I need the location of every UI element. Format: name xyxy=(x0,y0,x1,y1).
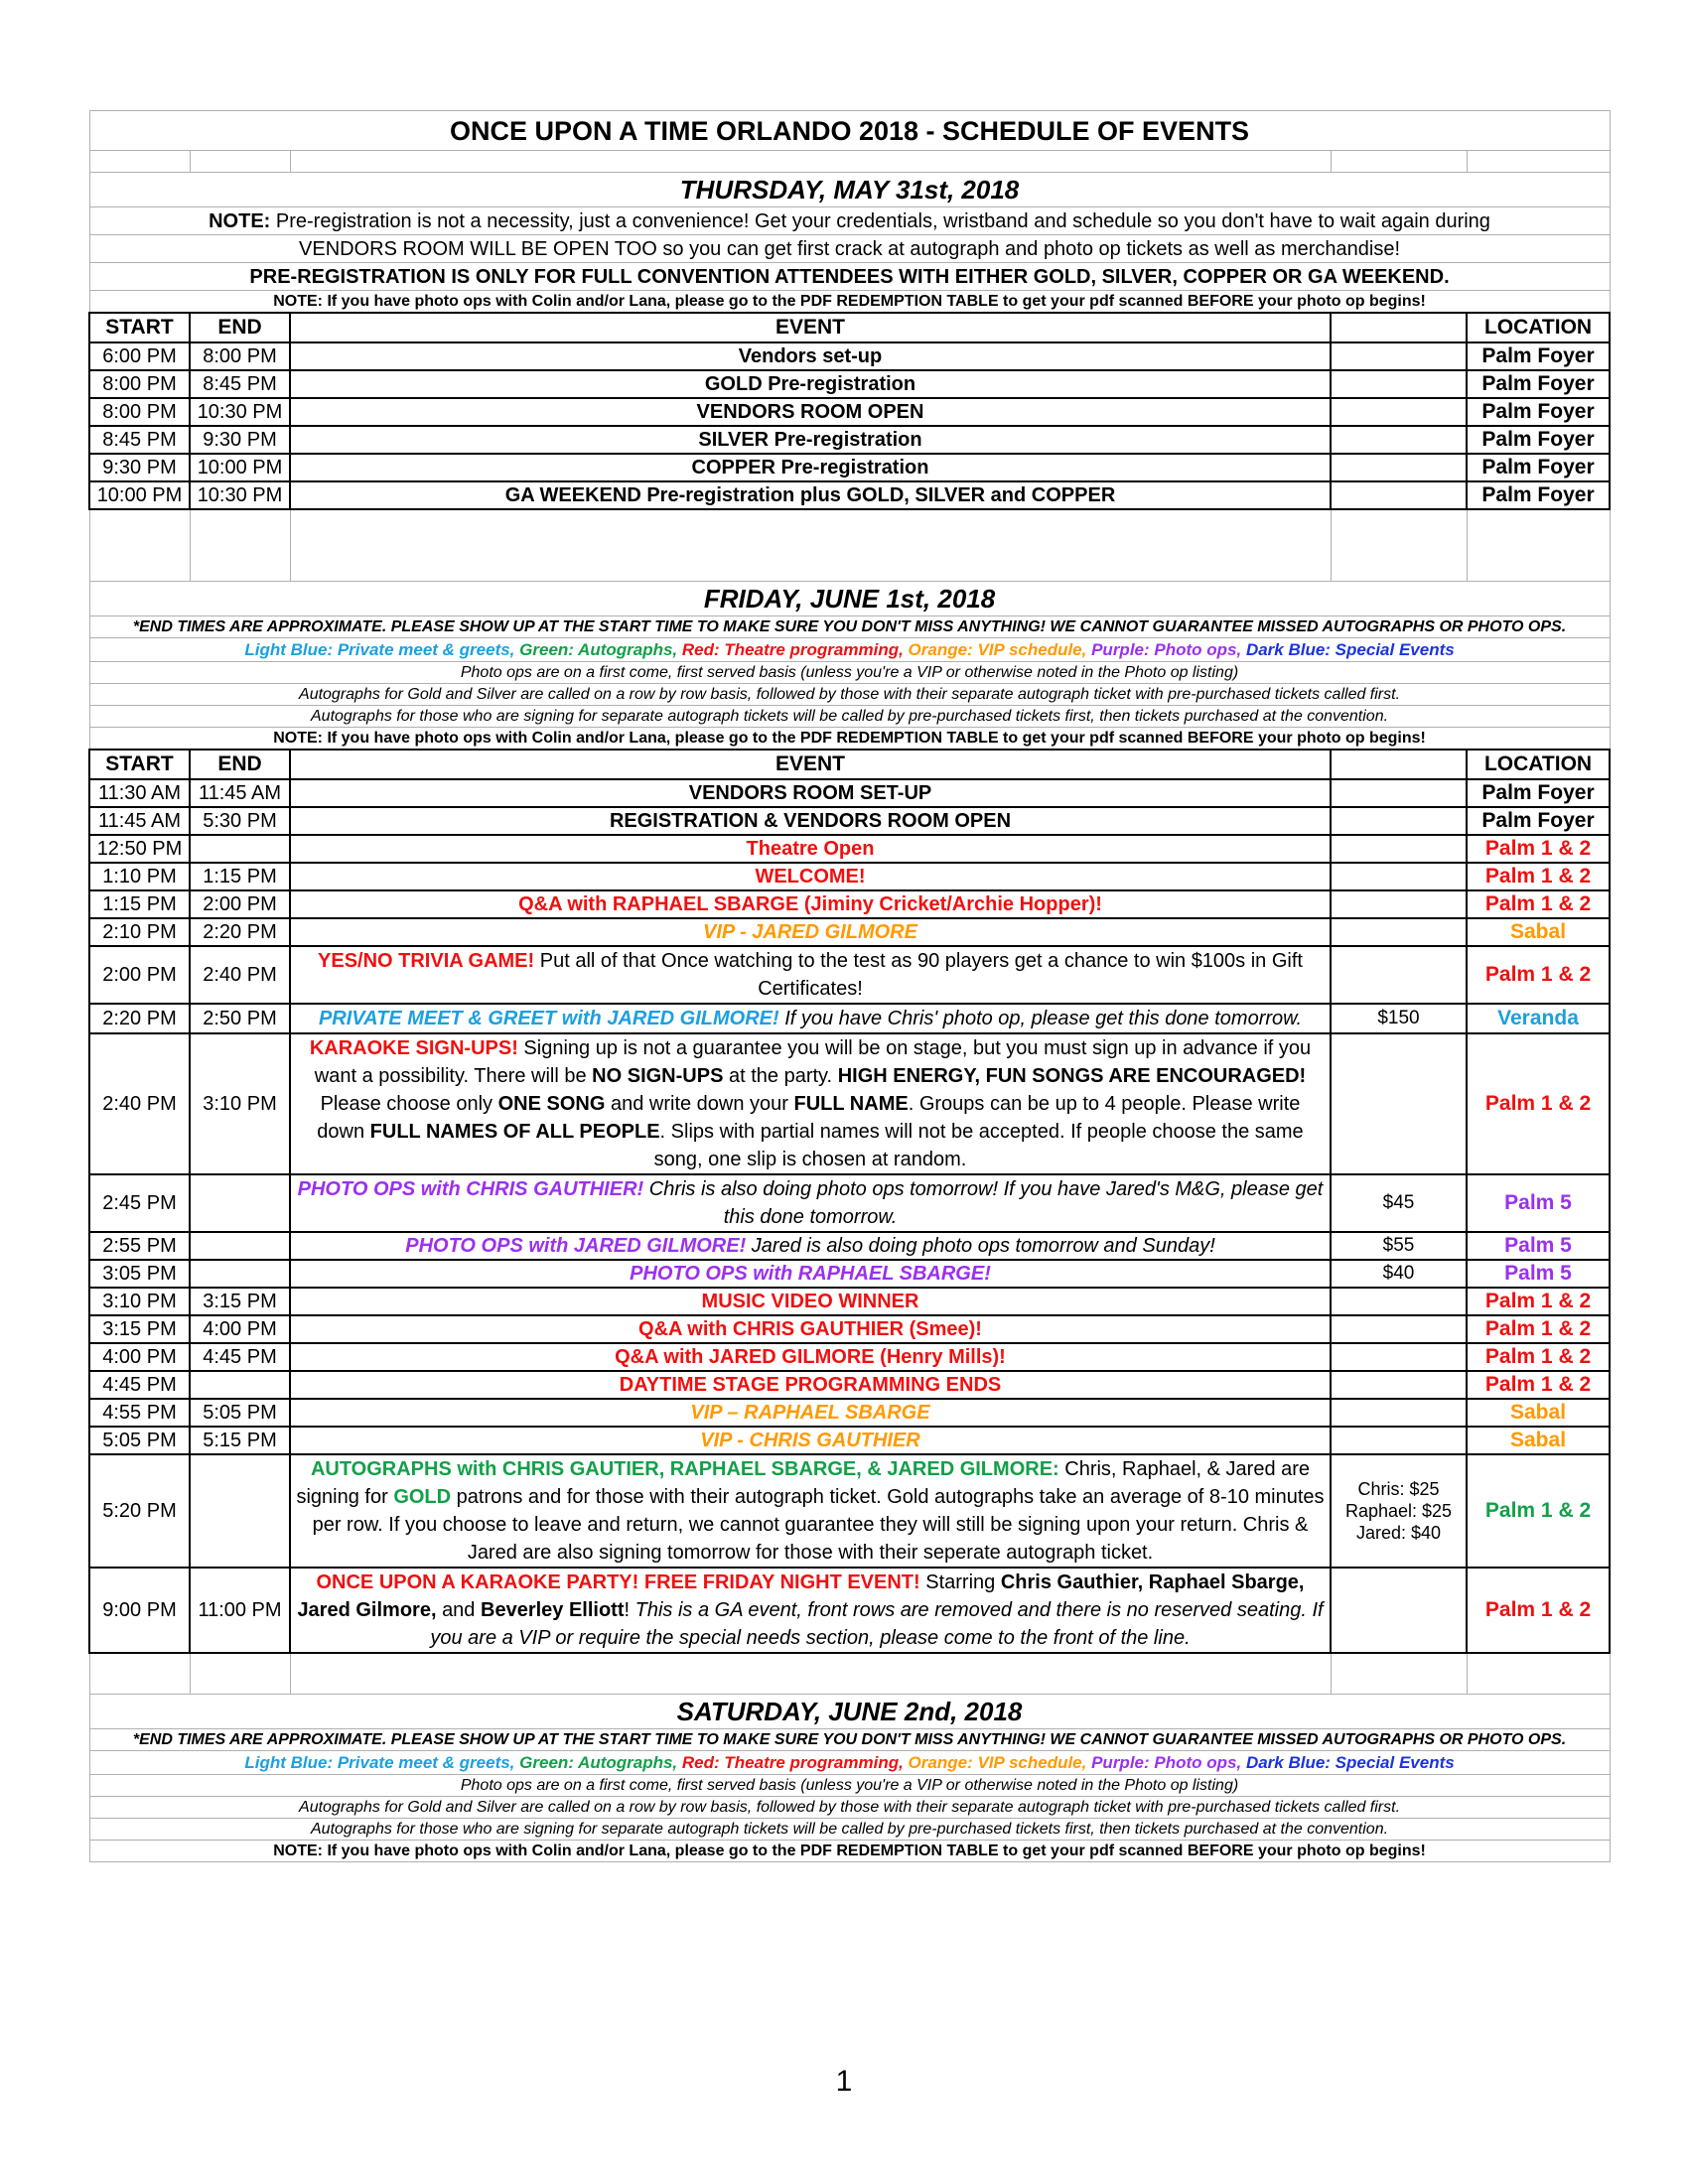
end-time: 5:30 PM xyxy=(190,807,290,835)
friday-note: NOTE: If you have photo ops with Colin and/or Lana, please go to the PDF REDEMPTION TABLE to get your pdf scanned BEFORE your photo op begins! xyxy=(89,728,1610,751)
location: Palm Foyer xyxy=(1467,426,1610,454)
table-row xyxy=(89,370,1610,398)
start-time: 3:10 PM xyxy=(89,1288,190,1315)
table-row xyxy=(89,1033,1610,1174)
location: Palm 1 & 2 xyxy=(1467,1033,1610,1174)
table-row xyxy=(89,1371,1610,1399)
end-time: 1:15 PM xyxy=(190,863,290,890)
start-time: 4:55 PM xyxy=(89,1399,190,1427)
event-name: VIP - JARED GILMORE xyxy=(290,918,1331,946)
saturday-info-2: Autographs for Gold and Silver are called on a row by row basis, followed by those with their separate autograph ticket with pre-purchased tickets called first. xyxy=(89,1797,1610,1819)
table-row xyxy=(89,918,1610,946)
header-event: EVENT xyxy=(290,313,1331,342)
start-time: 2:00 PM xyxy=(89,946,190,1004)
table-row xyxy=(89,1004,1610,1033)
event-name: VIP - CHRIS GAUTHIER xyxy=(290,1427,1331,1454)
event-name: Vendors set-up xyxy=(290,342,1331,370)
end-time: 4:45 PM xyxy=(190,1343,290,1371)
table-row xyxy=(89,426,1610,454)
start-time: 1:15 PM xyxy=(89,890,190,918)
end-time xyxy=(190,1371,290,1399)
table-row xyxy=(89,1288,1610,1315)
start-time: 8:00 PM xyxy=(89,398,190,426)
event-name: KARAOKE SIGN-UPS! Signing up is not a guarantee you will be on stage, but you must sign up in advance if you want a possibility. There will be NO SIGN-UPS at the party. HIGH ENERGY, FUN SONGS ARE ENCOURAGED! Please choose only ONE SONG and write down your FULL NAME. Groups can be up to 4 people. Please write down FULL NAMES OF ALL PEOPLE. Slips with partial names will not be accepted. If people choose the same song, one slip is chosen at random. xyxy=(290,1033,1331,1174)
saturday-info-1: Photo ops are on a first come, first served basis (unless you're a VIP or otherwise noted in the Photo op listing) xyxy=(89,1775,1610,1797)
saturday-note: NOTE: If you have photo ops with Colin and/or Lana, please go to the PDF REDEMPTION TABLE to get your pdf scanned BEFORE your photo op begins! xyxy=(89,1841,1610,1862)
end-time: 11:00 PM xyxy=(190,1568,290,1653)
location: Palm 1 & 2 xyxy=(1467,1288,1610,1315)
table-row xyxy=(89,1427,1610,1454)
end-time: 9:30 PM xyxy=(190,426,290,454)
table-row xyxy=(89,342,1610,370)
location: Palm Foyer xyxy=(1467,779,1610,807)
start-time: 8:00 PM xyxy=(89,370,190,398)
start-time: 2:55 PM xyxy=(89,1232,190,1260)
event-name: COPPER Pre-registration xyxy=(290,454,1331,481)
friday-info-3: Autographs for those who are signing for separate autograph tickets will be called by pre-purchased tickets first, then tickets purchased at the convention. xyxy=(89,706,1610,728)
saturday-color-legend: Light Blue: Private meet & greets, Green: Autographs, Red: Theatre programming, Orange: VIP schedule, Purple: Photo ops, Dark Blue: Special Events xyxy=(89,1751,1610,1775)
header-start: START xyxy=(89,313,190,342)
table-row xyxy=(89,398,1610,426)
event-name: ONCE UPON A KARAOKE PARTY! FREE FRIDAY NIGHT EVENT! Starring Chris Gauthier, Raphael Sbarge, Jared Gilmore, and Beverley Elliott! This is a GA event, front rows are removed and there is no reserved seating. If you are a VIP or require the special needs section, please come to the front of the line. xyxy=(290,1568,1331,1653)
thursday-header-row xyxy=(89,313,1610,342)
location: Palm 1 & 2 xyxy=(1467,1568,1610,1653)
start-time: 1:10 PM xyxy=(89,863,190,890)
event-name: MUSIC VIDEO WINNER xyxy=(290,1288,1331,1315)
event-name: REGISTRATION & VENDORS ROOM OPEN xyxy=(290,807,1331,835)
price: Chris: $25 Raphael: $25 Jared: $40 xyxy=(1331,1454,1467,1568)
end-time xyxy=(190,1174,290,1232)
location: Palm 1 & 2 xyxy=(1467,946,1610,1004)
friday-info-1: Photo ops are on a first come, first served basis (unless you're a VIP or otherwise noted in the Photo op listing) xyxy=(89,662,1610,684)
event-name: Q&A with RAPHAEL SBARGE (Jiminy Cricket/Archie Hopper)! xyxy=(290,890,1331,918)
thursday-heading: THURSDAY, MAY 31st, 2018 xyxy=(89,173,1610,207)
saturday-info-3: Autographs for those who are signing for separate autograph tickets will be called by pre-purchased tickets first, then tickets purchased at the convention. xyxy=(89,1819,1610,1841)
start-time: 5:05 PM xyxy=(89,1427,190,1454)
start-time: 11:30 AM xyxy=(89,779,190,807)
start-time: 10:00 PM xyxy=(89,481,190,509)
location: Palm 1 & 2 xyxy=(1467,1343,1610,1371)
table-row xyxy=(89,481,1610,509)
event-name: PHOTO OPS with JARED GILMORE! Jared is also doing photo ops tomorrow and Sunday! xyxy=(290,1232,1331,1260)
event-name: YES/NO TRIVIA GAME! Put all of that Once watching to the test as 90 players get a chance to win $100s in Gift Certificates! xyxy=(290,946,1331,1004)
start-time: 9:30 PM xyxy=(89,454,190,481)
price: $150 xyxy=(1331,1004,1467,1033)
event-name: GOLD Pre-registration xyxy=(290,370,1331,398)
location: Palm 5 xyxy=(1467,1260,1610,1288)
friday-color-legend: Light Blue: Private meet & greets, Green: Autographs, Red: Theatre programming, Orange: VIP schedule, Purple: Photo ops, Dark Blue: Special Events xyxy=(89,638,1610,662)
end-time: 2:20 PM xyxy=(190,918,290,946)
event-name: PHOTO OPS with RAPHAEL SBARGE! xyxy=(290,1260,1331,1288)
table-row xyxy=(89,779,1610,807)
header-location: LOCATION xyxy=(1467,750,1610,779)
table-row xyxy=(89,1315,1610,1343)
end-time: 3:10 PM xyxy=(190,1033,290,1174)
thursday-note-2: VENDORS ROOM WILL BE OPEN TOO so you can get first crack at autograph and photo op tickets as well as merchandise! xyxy=(89,235,1610,263)
end-time: 8:00 PM xyxy=(190,342,290,370)
end-time xyxy=(190,1260,290,1288)
table-row xyxy=(89,1343,1610,1371)
event-name: VIP – RAPHAEL SBARGE xyxy=(290,1399,1331,1427)
event-name: WELCOME! xyxy=(290,863,1331,890)
table-row xyxy=(89,890,1610,918)
table-row xyxy=(89,1260,1610,1288)
price: $40 xyxy=(1331,1260,1467,1288)
location: Palm 1 & 2 xyxy=(1467,1371,1610,1399)
event-name: SILVER Pre-registration xyxy=(290,426,1331,454)
end-time: 4:00 PM xyxy=(190,1315,290,1343)
end-time: 5:05 PM xyxy=(190,1399,290,1427)
end-time: 2:00 PM xyxy=(190,890,290,918)
location: Palm Foyer xyxy=(1467,342,1610,370)
location: Palm 5 xyxy=(1467,1232,1610,1260)
start-time: 2:45 PM xyxy=(89,1174,190,1232)
location: Sabal xyxy=(1467,1399,1610,1427)
start-time: 4:45 PM xyxy=(89,1371,190,1399)
friday-info-2: Autographs for Gold and Silver are called on a row by row basis, followed by those with their separate autograph ticket with pre-purchased tickets called first. xyxy=(89,684,1610,706)
table-row xyxy=(89,1399,1610,1427)
table-row xyxy=(89,1174,1610,1232)
page-title: ONCE UPON A TIME ORLANDO 2018 - SCHEDULE OF EVENTS xyxy=(89,111,1610,151)
table-row xyxy=(89,1454,1610,1568)
event-name: Q&A with CHRIS GAUTHIER (Smee)! xyxy=(290,1315,1331,1343)
event-name: PRIVATE MEET & GREET with JARED GILMORE! If you have Chris' photo op, please get this done tomorrow. xyxy=(290,1004,1331,1033)
start-time: 3:15 PM xyxy=(89,1315,190,1343)
end-time: 2:50 PM xyxy=(190,1004,290,1033)
schedule-sheet xyxy=(88,110,1609,1862)
end-time xyxy=(190,835,290,863)
start-time: 4:00 PM xyxy=(89,1343,190,1371)
start-time: 2:40 PM xyxy=(89,1033,190,1174)
end-time: 10:00 PM xyxy=(190,454,290,481)
event-name: VENDORS ROOM OPEN xyxy=(290,398,1331,426)
end-time: 2:40 PM xyxy=(190,946,290,1004)
start-time: 3:05 PM xyxy=(89,1260,190,1288)
end-time: 11:45 AM xyxy=(190,779,290,807)
schedule-table xyxy=(88,110,1611,1862)
start-time: 2:10 PM xyxy=(89,918,190,946)
thursday-note-1: NOTE: Pre-registration is not a necessity, just a convenience! Get your credentials, wristband and schedule so you don't have to wait again during xyxy=(89,207,1610,235)
saturday-disclaimer: *END TIMES ARE APPROXIMATE. PLEASE SHOW UP AT THE START TIME TO MAKE SURE YOU DON'T MISS ANYTHING! WE CANNOT GUARANTEE MISSED AUTOGRAPHS OR PHOTO OPS. xyxy=(89,1729,1610,1751)
start-time: 8:45 PM xyxy=(89,426,190,454)
table-row xyxy=(89,946,1610,1004)
table-row xyxy=(89,1232,1610,1260)
page-number: 1 xyxy=(835,2065,853,2098)
location: Sabal xyxy=(1467,1427,1610,1454)
price: $45 xyxy=(1331,1174,1467,1232)
location: Palm 1 & 2 xyxy=(1467,1454,1610,1568)
start-time: 11:45 AM xyxy=(89,807,190,835)
price: $55 xyxy=(1331,1232,1467,1260)
table-row xyxy=(89,863,1610,890)
end-time xyxy=(190,1454,290,1568)
location: Sabal xyxy=(1467,918,1610,946)
event-name: VENDORS ROOM SET-UP xyxy=(290,779,1331,807)
location: Palm Foyer xyxy=(1467,398,1610,426)
event-name: Q&A with JARED GILMORE (Henry Mills)! xyxy=(290,1343,1331,1371)
event-name: PHOTO OPS with CHRIS GAUTHIER! Chris is also doing photo ops tomorrow! If you have Jared's M&G, please get this done tomorrow. xyxy=(290,1174,1331,1232)
end-time: 3:15 PM xyxy=(190,1288,290,1315)
start-time: 2:20 PM xyxy=(89,1004,190,1033)
start-time: 6:00 PM xyxy=(89,342,190,370)
table-row xyxy=(89,807,1610,835)
table-row xyxy=(89,835,1610,863)
saturday-heading: SATURDAY, JUNE 2nd, 2018 xyxy=(89,1695,1610,1729)
header-location: LOCATION xyxy=(1467,313,1610,342)
location: Veranda xyxy=(1467,1004,1610,1033)
end-time: 5:15 PM xyxy=(190,1427,290,1454)
end-time: 10:30 PM xyxy=(190,481,290,509)
location: Palm Foyer xyxy=(1467,807,1610,835)
event-name: AUTOGRAPHS with CHRIS GAUTIER, RAPHAEL SBARGE, & JARED GILMORE: Chris, Raphael, & Jared are signing for GOLD patrons and for those with their autograph ticket. Gold autographs take an average of 8-10 minutes per row. If you choose to leave and return, we cannot guarantee they will still be signing upon your return. Chris & Jared are also signing tomorrow for those with their seperate autograph ticket. xyxy=(290,1454,1331,1568)
table-row xyxy=(89,1568,1610,1653)
header-start: START xyxy=(89,750,190,779)
location: Palm 5 xyxy=(1467,1174,1610,1232)
location: Palm Foyer xyxy=(1467,481,1610,509)
thursday-note-4: NOTE: If you have photo ops with Colin and/or Lana, please go to the PDF REDEMPTION TABLE to get your pdf scanned BEFORE your photo op begins! xyxy=(89,291,1610,314)
end-time: 8:45 PM xyxy=(190,370,290,398)
start-time: 9:00 PM xyxy=(89,1568,190,1653)
location: Palm 1 & 2 xyxy=(1467,863,1610,890)
event-name: DAYTIME STAGE PROGRAMMING ENDS xyxy=(290,1371,1331,1399)
location: Palm 1 & 2 xyxy=(1467,1315,1610,1343)
event-name: GA WEEKEND Pre-registration plus GOLD, SILVER and COPPER xyxy=(290,481,1331,509)
thursday-note-3: PRE-REGISTRATION IS ONLY FOR FULL CONVENTION ATTENDEES WITH EITHER GOLD, SILVER, COPPER OR GA WEEKEND. xyxy=(89,263,1610,291)
table-row xyxy=(89,454,1610,481)
start-time: 5:20 PM xyxy=(89,1454,190,1568)
event-name: Theatre Open xyxy=(290,835,1331,863)
header-end: END xyxy=(190,750,290,779)
friday-header-row xyxy=(89,750,1610,779)
location: Palm 1 & 2 xyxy=(1467,835,1610,863)
location: Palm Foyer xyxy=(1467,370,1610,398)
location: Palm Foyer xyxy=(1467,454,1610,481)
friday-disclaimer: *END TIMES ARE APPROXIMATE. PLEASE SHOW UP AT THE START TIME TO MAKE SURE YOU DON'T MISS ANYTHING! WE CANNOT GUARANTEE MISSED AUTOGRAPHS OR PHOTO OPS. xyxy=(89,616,1610,638)
end-time: 10:30 PM xyxy=(190,398,290,426)
friday-heading: FRIDAY, JUNE 1st, 2018 xyxy=(89,582,1610,616)
end-time xyxy=(190,1232,290,1260)
header-event: EVENT xyxy=(290,750,1331,779)
header-end: END xyxy=(190,313,290,342)
location: Palm 1 & 2 xyxy=(1467,890,1610,918)
start-time: 12:50 PM xyxy=(89,835,190,863)
